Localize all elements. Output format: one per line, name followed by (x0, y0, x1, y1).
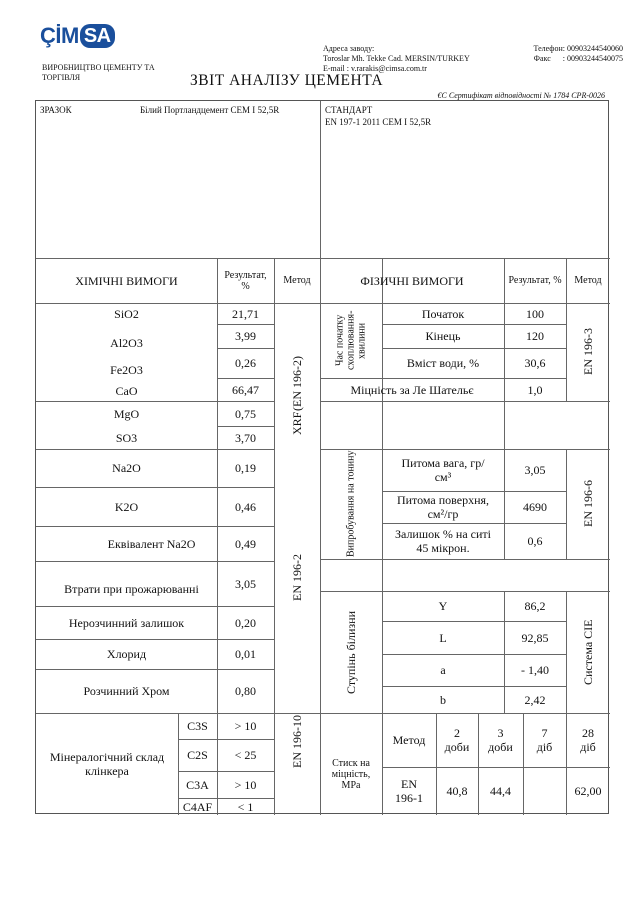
density: Питома вага, гр/см³ (401, 456, 485, 484)
chem-name: Al2O3 (110, 336, 143, 350)
whiteness-a: a (440, 663, 446, 677)
cimsa-logo (40, 22, 135, 50)
logo-box: SA (80, 24, 115, 48)
whiteness-L-value: 92,85 (521, 630, 549, 645)
report-title: ЗВІТ АНАЛІЗУ ЦЕМЕНТА (190, 72, 384, 89)
sample-value: Білий Портландцемент CEM I 52,5R (140, 105, 280, 115)
setting-end-value: 120 (526, 329, 544, 343)
strength-col-head: 3 доби (488, 726, 513, 754)
mineral-name: C3S (187, 719, 208, 733)
strength-col-head: 28 діб (580, 726, 596, 754)
chem-value: 0,49 (235, 536, 256, 551)
method-en196-6: EN 196-6 (581, 480, 595, 528)
factory-address (323, 44, 623, 74)
standard-label: СТАНДАРТ (325, 105, 373, 115)
mineral-name: C4AF (182, 799, 213, 814)
strength-col-head: 7 діб (536, 726, 553, 754)
mineral-label: Мінералогічний склад клінкера (49, 750, 165, 778)
mineral-name: C2S (187, 748, 208, 762)
phys-result-header: Результат, % (508, 275, 562, 286)
whiteness-group: Ступінь білизни (344, 610, 358, 694)
address-label: Адреса заводу: (323, 44, 375, 53)
method-en196-3: EN 196-3 (581, 328, 595, 376)
logo-text: ÇİM (40, 23, 79, 48)
chem-value: 0,46 (235, 499, 256, 514)
setting-start-value: 100 (526, 306, 544, 321)
strength-method-header: Метод (392, 733, 426, 747)
mineral-value: < 1 (237, 799, 254, 814)
lechatelier: Міцність за Ле Шательє (350, 382, 474, 397)
phys-method-header: Метод (574, 275, 602, 286)
whiteness-L: L (439, 630, 447, 645)
chem-name: MgO (113, 406, 140, 421)
chem-method-header: Метод (283, 275, 311, 286)
chem-value: 0,19 (235, 461, 256, 475)
address: Toroslar Mh. Tekke Cad. MERSIN/TURKEY (323, 54, 470, 63)
specific-surface-value: 4690 (523, 500, 547, 514)
chem-value: 0,01 (235, 647, 256, 661)
strength-col-value: 44,4 (490, 784, 511, 798)
chem-value: 3,70 (235, 430, 256, 445)
chem-value: 0,20 (235, 615, 256, 630)
chem-name: Еквівалент Na2O (107, 536, 196, 551)
strength-col-value (523, 767, 566, 815)
mineral-name: C3A (186, 777, 209, 792)
chem-name: SiO2 (114, 306, 139, 321)
chem-value: 21,71 (232, 306, 259, 321)
setting-time-group: Час початку схоплювання-хвилини (334, 310, 368, 371)
method-en196-2: EN 196-2 (290, 554, 304, 602)
chem-name: Розчинний Хром (83, 684, 170, 698)
whiteness-Y-value: 86,2 (524, 599, 546, 613)
report-table (35, 100, 609, 814)
strength-col-value: 40,8 (446, 784, 468, 798)
mineral-value: > 10 (234, 719, 257, 733)
phone: Телефон: 00903244540060 (533, 44, 623, 53)
whiteness-b: b (440, 692, 446, 707)
density-value: 3,05 (524, 463, 546, 477)
phys-header: ФІЗИЧНІ ВИМОГИ (360, 273, 464, 288)
chem-value: 66,47 (232, 382, 259, 397)
strength-col-value: 62,00 (574, 784, 602, 798)
whiteness-Y: Y (438, 599, 448, 613)
setting-start: Початок (421, 306, 465, 321)
producer-name: ВИРОБНИЦТВО ЦЕМЕНТУ ТА ТОРГІВЛЯ (42, 63, 155, 82)
method-xrf (274, 303, 320, 488)
standard-value: EN 197-1 2011 CEM I 52,5R (325, 117, 432, 127)
strength-label: Стиск на міцність, MPa (331, 757, 371, 791)
mineral-value: < 25 (234, 748, 257, 762)
chem-value: 0,80 (235, 684, 256, 698)
lechatelier-value: 1,0 (527, 382, 543, 397)
chem-result-header: Результат, % (224, 269, 267, 292)
chem-name: CaO (115, 384, 138, 398)
fax: Факс : 00903244540075 (533, 54, 623, 63)
email: E-mail : v.rarakis@cimsa.com.tr (323, 64, 427, 73)
strength-col-head: 2 доби (444, 726, 470, 754)
chem-name: K2O (114, 499, 139, 514)
specific-surface: Питома поверхня, см²/гр (396, 493, 490, 521)
sieve-residue-value: 0,6 (527, 534, 543, 548)
chem-header: ХІМІЧНІ ВИМОГИ (75, 273, 178, 288)
chem-value: 3,05 (235, 576, 256, 591)
method-cie: Система CIE (581, 619, 595, 685)
chem-value: 0,26 (235, 356, 256, 370)
method-xrf-line2: (EN 196-2) (290, 356, 304, 412)
mineral-value: > 10 (234, 777, 257, 792)
strength-method: EN 196-1 (395, 777, 423, 805)
chem-name: Na2O (112, 461, 141, 475)
sample-label: ЗРАЗОК (40, 105, 72, 115)
chem-value: 0,75 (235, 406, 256, 421)
chem-name: Нерозчинний залишок (68, 615, 185, 630)
setting-end: Кінець (425, 329, 461, 343)
method-en196-10: EN 196-10 (290, 715, 304, 768)
certificate-note: €С Сертифікат відповідності № 1784 CPR-0026 (437, 91, 605, 100)
whiteness-a-value: - 1,40 (521, 663, 549, 677)
chem-name: SO3 (115, 430, 138, 445)
chem-name: Втрати при прожарюванні (64, 581, 199, 596)
chem-name: Хлорид (106, 647, 147, 661)
chem-value: 3,99 (235, 329, 256, 343)
chem-name: Fe2O3 (110, 363, 143, 377)
fineness-group: Випробування на тонину (345, 450, 357, 558)
water-content: Вміст води, % (406, 356, 480, 370)
sieve-residue: Залишок % на ситі 45 мікрон. (395, 527, 491, 555)
water-content-value: 30,6 (524, 356, 546, 370)
method-xrf-line1: XRF (290, 411, 304, 435)
whiteness-b-value: 2,42 (524, 692, 546, 707)
